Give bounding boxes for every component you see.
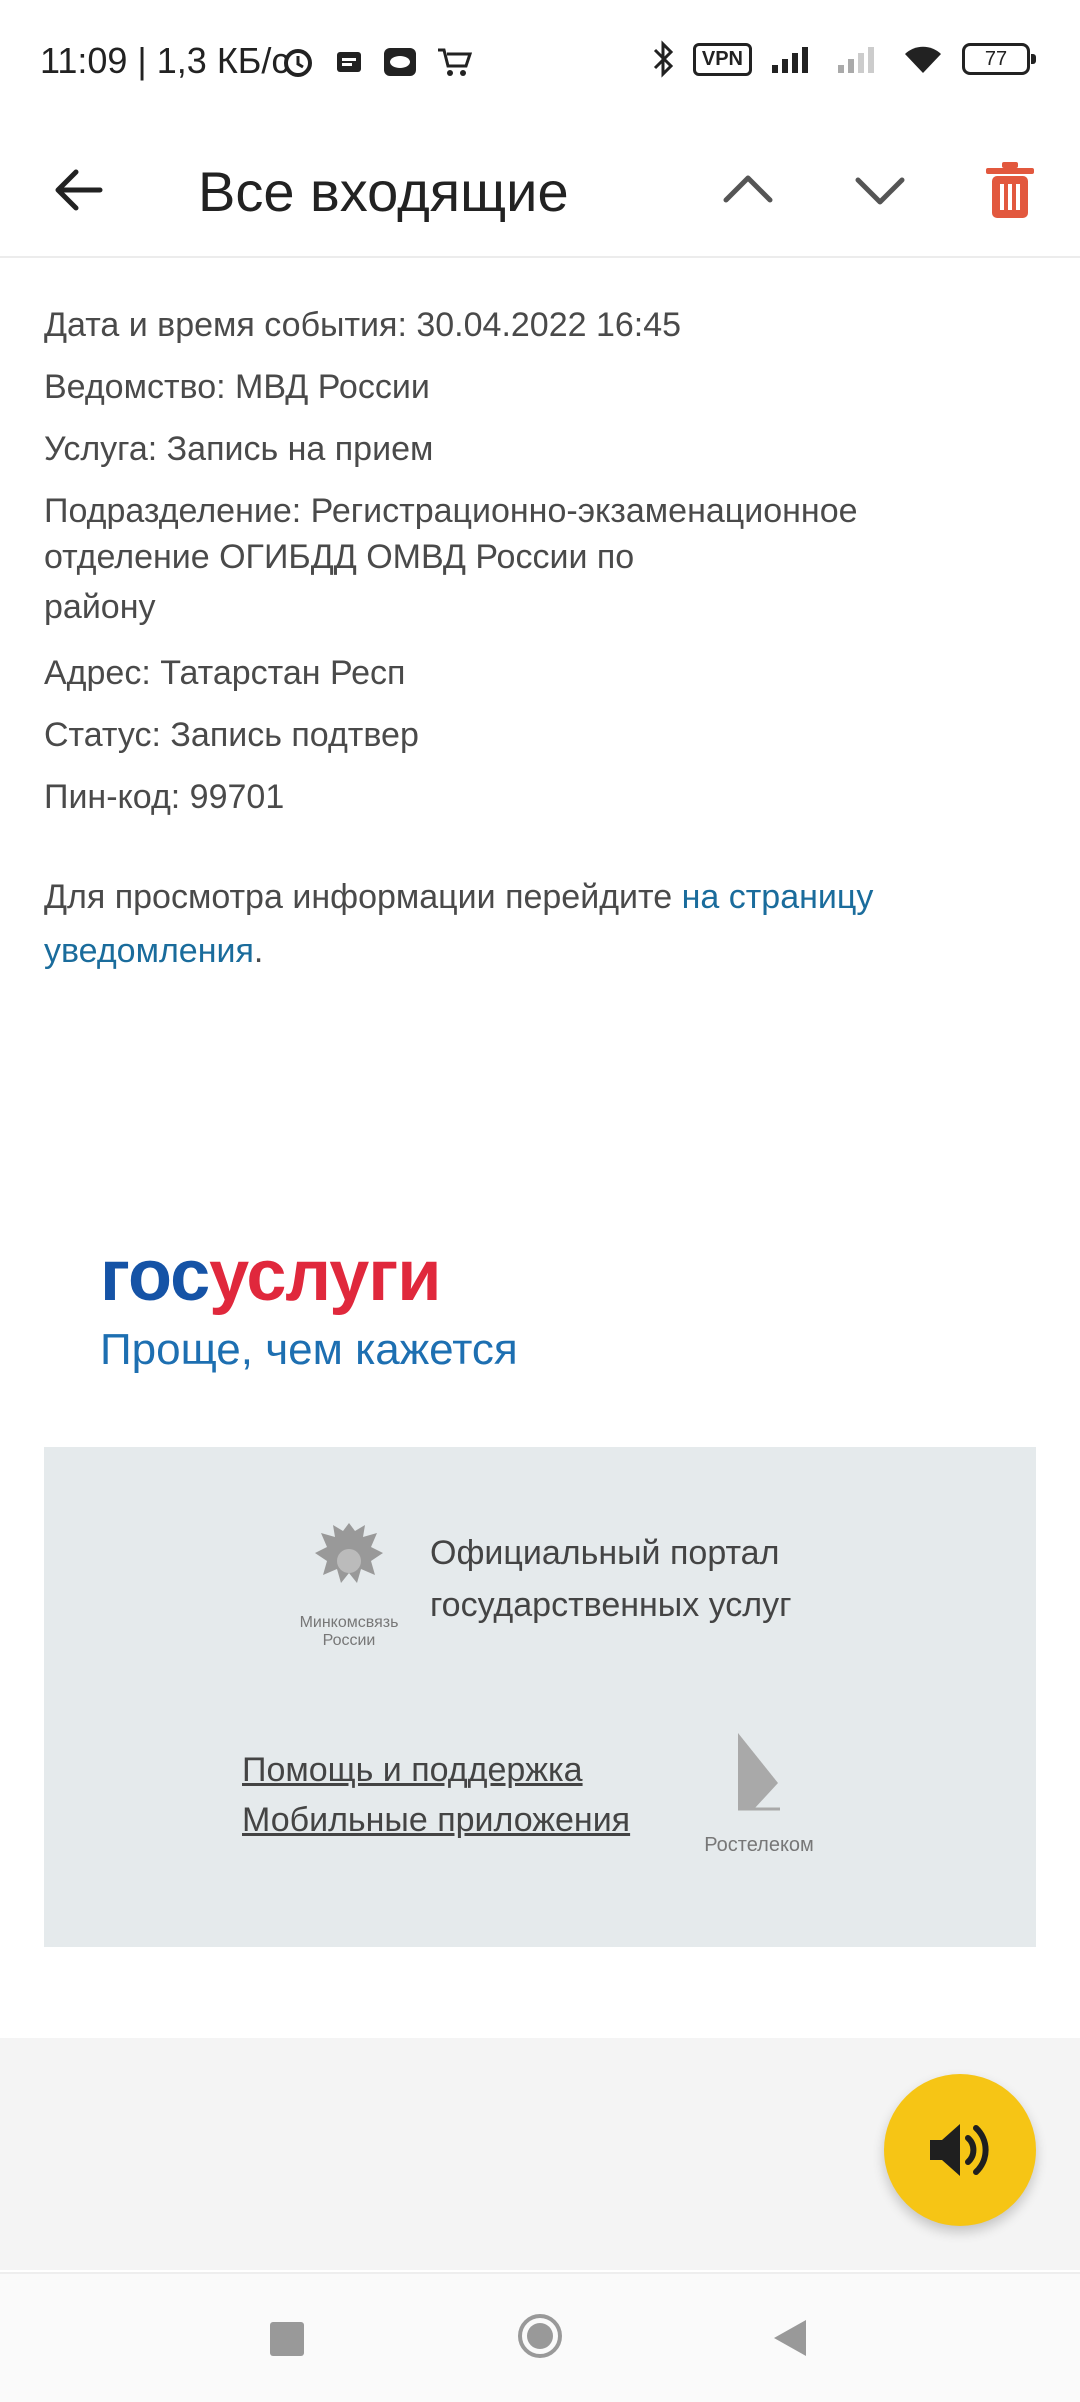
rostelecom-icon xyxy=(724,1729,794,1825)
speaker-icon xyxy=(922,2112,998,2188)
emblem-caption-1: Минкомсвязь xyxy=(299,1614,399,1631)
cart-icon xyxy=(436,46,472,78)
status-time-speed: 11:09 | 1,3 КБ/с xyxy=(40,40,290,81)
rostelecom-logo xyxy=(694,1729,824,1857)
slogan: Проще, чем кажется xyxy=(100,1325,518,1374)
status: Статус: Запись подтвер xyxy=(44,716,419,754)
department-line-2: отделение ОГИБДД ОМВД России по xyxy=(44,538,635,576)
footer-links xyxy=(242,1745,630,1845)
status-left-icons xyxy=(280,44,472,80)
footer-panel xyxy=(44,1447,1036,1947)
emblem-caption-2: России xyxy=(322,1632,376,1649)
mobile-apps-link[interactable]: Мобильные приложения xyxy=(242,1801,631,1839)
info-prefix: Для просмотра информации перейдите xyxy=(44,878,682,916)
page-title: Все входящие xyxy=(198,160,569,223)
notification-icon xyxy=(334,47,364,77)
department-line-3: району xyxy=(44,588,156,626)
coat-of-arms-icon xyxy=(299,1513,399,1609)
emblem xyxy=(284,1513,414,1650)
help-link[interactable]: Помощь и поддержка xyxy=(242,1751,583,1789)
bluetooth-icon xyxy=(651,40,675,78)
battery-icon: 77 xyxy=(962,43,1030,75)
portal-text xyxy=(430,1527,792,1631)
message-body xyxy=(44,302,1044,978)
chevron-up-icon[interactable] xyxy=(716,158,780,222)
status-right-icons xyxy=(651,40,1030,78)
portal-line-2: государственных услуг xyxy=(430,1586,792,1624)
rostelecom-caption: Ростелеком xyxy=(704,1834,814,1856)
app-icon xyxy=(382,46,418,78)
agency: Ведомство: МВД России xyxy=(44,368,430,406)
nav-back-icon[interactable] xyxy=(770,2316,810,2360)
signal-weak-icon xyxy=(836,43,884,75)
logo-uslugi: услуги xyxy=(209,1236,441,1316)
chevron-down-icon[interactable] xyxy=(848,158,912,222)
system-nav-bar xyxy=(0,2272,1080,2402)
wifi-icon xyxy=(902,43,944,75)
trash-icon[interactable] xyxy=(978,158,1042,222)
department-line-1: Подразделение: Регистрационно-экзаменационное xyxy=(44,492,858,530)
vpn-icon: VPN xyxy=(693,43,752,76)
info-suffix: . xyxy=(253,932,264,970)
event-datetime: Дата и время события: 30.04.2022 16:45 xyxy=(44,306,682,344)
back-arrow-icon[interactable] xyxy=(46,158,110,222)
alarm-icon xyxy=(280,44,316,80)
pin-code: Пин-код: 99701 xyxy=(44,778,285,816)
portal-line-1: Официальный портал xyxy=(430,1534,780,1572)
notification-link[interactable]: на страницу уведомления xyxy=(44,878,874,970)
signal-icon xyxy=(770,43,818,75)
logo-gos: гос xyxy=(100,1236,210,1316)
app-header xyxy=(0,128,1080,258)
info-text xyxy=(44,870,1044,978)
home-icon[interactable] xyxy=(516,2312,564,2360)
read-aloud-button[interactable] xyxy=(884,2074,1036,2226)
status-bar xyxy=(0,0,1080,128)
gosuslugi-logo xyxy=(100,1235,441,1317)
recent-apps-icon[interactable] xyxy=(270,2322,304,2356)
service: Услуга: Запись на прием xyxy=(44,430,434,468)
address: Адрес: Татарстан Респ xyxy=(44,654,406,692)
